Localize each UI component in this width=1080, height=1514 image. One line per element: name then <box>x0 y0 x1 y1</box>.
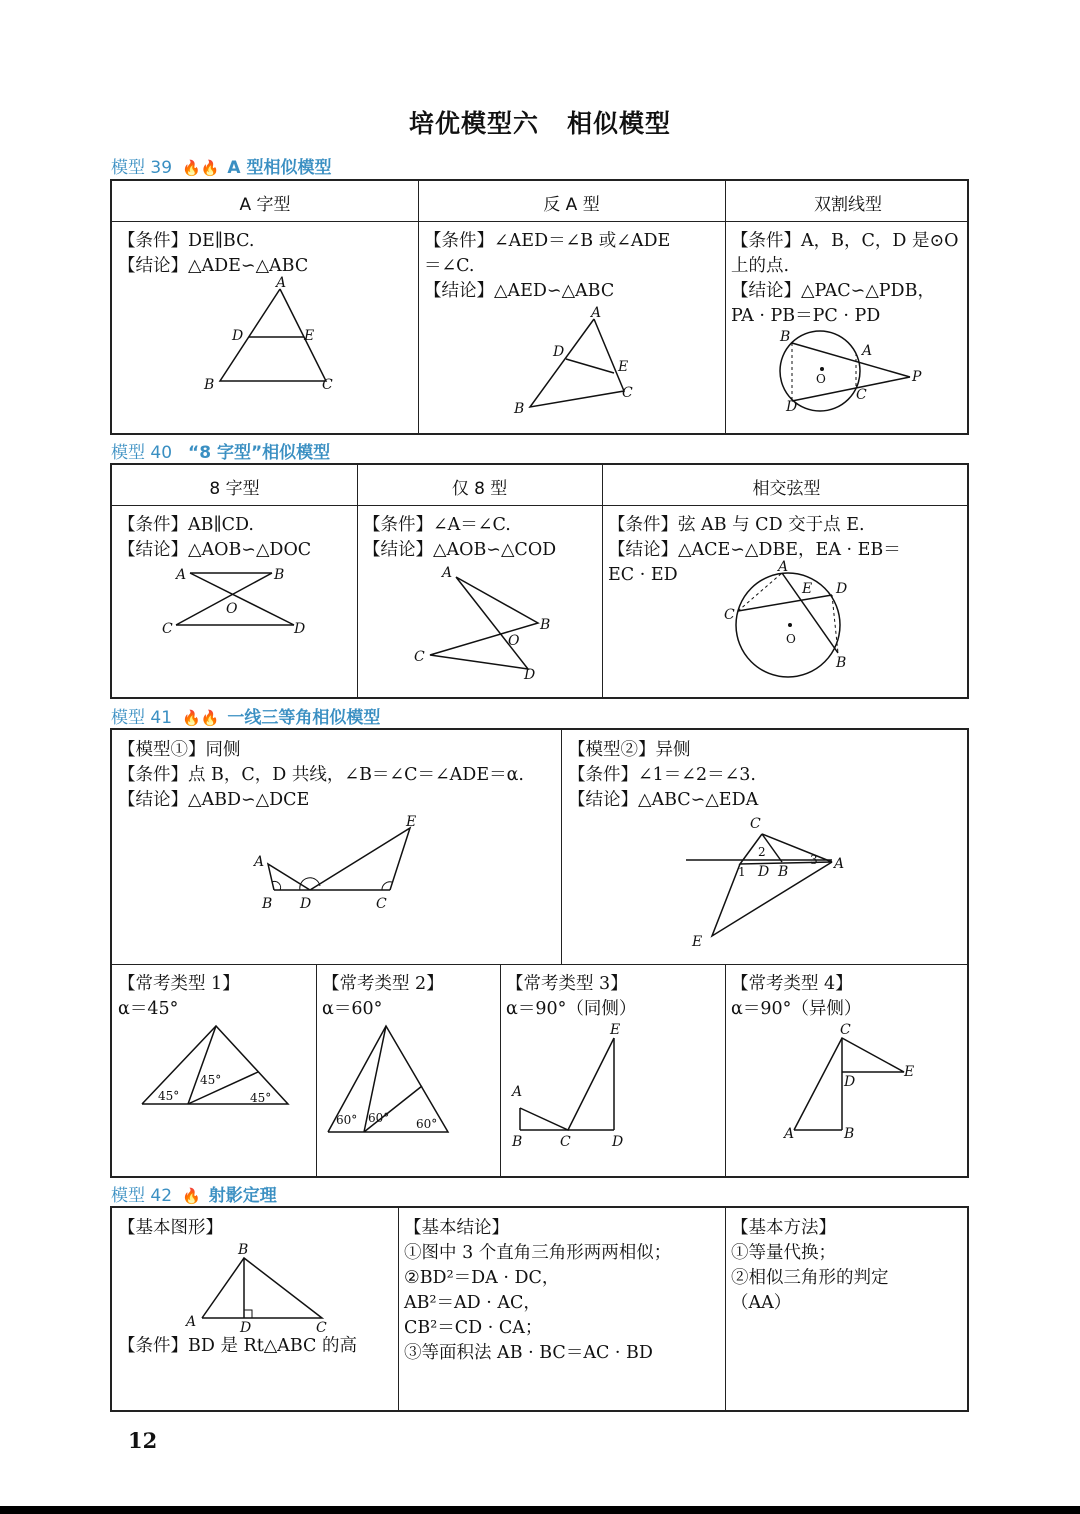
model-42-methods: 【基本方法】 ①等量代换； ②相似三角形的判定 （AA） <box>731 1218 889 1313</box>
svg-text:O: O <box>786 632 796 646</box>
svg-text:A: A <box>834 856 845 872</box>
svg-text:C: C <box>724 607 735 623</box>
same-side-diagram <box>252 814 432 914</box>
col-header: A 字型 <box>239 195 291 215</box>
svg-text:C: C <box>322 377 333 393</box>
svg-text:E: E <box>618 359 629 375</box>
svg-text:E: E <box>904 1064 915 1080</box>
svg-text:60°: 60° <box>416 1117 438 1131</box>
svg-text:E: E <box>610 1022 621 1038</box>
bottom-border <box>0 1506 1080 1514</box>
svg-text:45°: 45° <box>250 1091 272 1105</box>
svg-text:D: D <box>758 864 770 880</box>
opposite-side-diagram <box>682 812 882 952</box>
type-2-diagram <box>324 1022 464 1142</box>
svg-text:B: B <box>262 896 273 912</box>
model-41-left-text: 【模型①】同侧 【条件】点 B，C，D 共线，∠B＝∠C＝∠ADE＝α. 【结论】△ABD∽△DCE <box>118 740 524 810</box>
type-3-text: 【常考类型 3】 α＝90°（同侧） <box>506 974 637 1019</box>
svg-text:E: E <box>692 934 703 950</box>
svg-text:D: D <box>300 896 312 912</box>
svg-text:A: A <box>186 1314 197 1330</box>
svg-text:E: E <box>304 328 315 344</box>
type-3-diagram <box>510 1024 640 1150</box>
svg-text:3: 3 <box>810 853 818 867</box>
svg-text:P: P <box>912 369 922 385</box>
model-42-conclusions: 【基本结论】 ①图中 3 个直角三角形两两相似； ②BD²＝DA · DC， AB²＝AD · AC， CB²＝CD · CA； ③等面积法 AB · BC＝AC · BD <box>404 1218 672 1363</box>
reverse-a-diagram <box>510 303 650 423</box>
fire-icon: 🔥🔥 <box>182 709 220 727</box>
model-42-condition: 【条件】BD 是 Rt△ABC 的高 <box>118 1336 357 1356</box>
svg-text:A: A <box>591 305 602 321</box>
svg-text:C: C <box>316 1320 327 1336</box>
svg-text:O: O <box>226 601 238 617</box>
svg-text:2: 2 <box>758 845 766 859</box>
type-1-diagram <box>138 1022 298 1112</box>
svg-text:C: C <box>162 621 173 637</box>
col-header: 仅 8 型 <box>451 479 508 499</box>
svg-text:A: A <box>276 275 287 291</box>
svg-text:C: C <box>750 816 761 832</box>
svg-text:60°: 60° <box>368 1111 390 1125</box>
basic-figure-title: 【基本图形】 <box>118 1218 223 1238</box>
svg-text:A: A <box>512 1084 523 1100</box>
model-42-table <box>110 1206 969 1412</box>
model-41-heading: 模型 41 🔥🔥 一线三等角相似模型 <box>111 708 381 728</box>
svg-text:A: A <box>176 567 187 583</box>
svg-text:A: A <box>254 854 265 870</box>
fire-icon: 🔥 <box>182 1187 201 1205</box>
model-39-table <box>110 179 969 435</box>
projection-theorem-diagram <box>182 1242 352 1334</box>
intersecting-chord-diagram <box>720 557 860 687</box>
type-4-text: 【常考类型 4】 α＝90°（异侧） <box>731 974 862 1019</box>
model-39-secant-text: 【条件】A，B，C，D 是⊙O 上的点. 【结论】△PAC∽△PDB， PA · PB＝PC · PD <box>731 231 959 326</box>
col-header: 8 字型 <box>209 479 260 499</box>
model-40-chord-text: 【条件】弦 AB 与 CD 交于点 E. 【结论】△ACE∽△DBE，EA · EB＝ EC · ED <box>608 515 901 585</box>
svg-text:D: D <box>240 1320 252 1336</box>
svg-text:C: C <box>622 385 633 401</box>
svg-text:O: O <box>816 372 826 386</box>
svg-text:45°: 45° <box>158 1089 180 1103</box>
svg-text:D: D <box>553 344 565 360</box>
svg-text:O: O <box>508 633 520 649</box>
svg-text:60°: 60° <box>336 1113 358 1127</box>
svg-text:A: A <box>442 565 453 581</box>
fire-icon: 🔥🔥 <box>182 159 220 177</box>
col-header: 相交弦型 <box>752 479 821 499</box>
svg-text:D: D <box>524 667 536 683</box>
model-41-right-text: 【模型②】异侧 【条件】∠1＝∠2＝∠3. 【结论】△ABC∽△EDA <box>568 740 759 810</box>
svg-text:D: D <box>786 399 798 415</box>
svg-text:C: C <box>856 387 867 403</box>
svg-text:A: A <box>778 559 789 575</box>
svg-text:A: A <box>784 1126 795 1142</box>
svg-text:B: B <box>780 329 791 345</box>
svg-text:C: C <box>376 896 387 912</box>
type-2-text: 【常考类型 2】 α＝60° <box>322 974 444 1019</box>
page-title: 培优模型六 相似模型 <box>408 109 672 138</box>
svg-text:B: B <box>778 864 789 880</box>
secant-diagram <box>772 331 942 421</box>
model-40-8-text: 【条件】AB∥CD. 【结论】△AOB∽△DOC <box>118 515 312 560</box>
model-40-only8-text: 【条件】∠A＝∠C. 【结论】△AOB∽△COD <box>363 515 557 560</box>
model-40-heading: 模型 40 “8 字型”相似模型 <box>111 443 331 463</box>
model-39-a-text: 【条件】DE∥BC. 【结论】△ADE∽△ABC <box>118 231 309 276</box>
svg-text:C: C <box>560 1134 571 1150</box>
svg-text:E: E <box>406 814 417 830</box>
svg-text:C: C <box>414 649 425 665</box>
svg-text:D: D <box>612 1134 624 1150</box>
svg-text:A: A <box>862 343 873 359</box>
model-41-table <box>110 728 969 1178</box>
svg-text:B: B <box>540 617 551 633</box>
svg-text:B: B <box>274 567 285 583</box>
col-header: 反 A 型 <box>543 195 600 215</box>
svg-text:B: B <box>514 401 525 417</box>
svg-text:D: D <box>294 621 306 637</box>
svg-text:1: 1 <box>738 865 746 879</box>
col-header: 双割线型 <box>814 195 882 215</box>
a-shape-diagram <box>192 277 342 397</box>
svg-text:B: B <box>844 1126 855 1142</box>
only-8-diagram <box>408 565 568 685</box>
model-40-table <box>110 463 969 699</box>
type-1-text: 【常考类型 1】 α＝45° <box>118 974 240 1019</box>
svg-text:E: E <box>802 581 813 597</box>
type-4-diagram <box>784 1024 924 1150</box>
page-number: 12 <box>128 1428 158 1453</box>
svg-text:B: B <box>238 1242 249 1258</box>
model-42-heading: 模型 42 🔥 射影定理 <box>111 1186 277 1206</box>
svg-text:D: D <box>836 581 848 597</box>
svg-text:C: C <box>840 1022 851 1038</box>
model-39-heading: 模型 39 🔥🔥 A 型相似模型 <box>111 158 332 178</box>
svg-text:D: D <box>844 1074 856 1090</box>
svg-text:B: B <box>512 1134 523 1150</box>
figure-8-diagram <box>160 565 320 645</box>
svg-text:45°: 45° <box>200 1073 222 1087</box>
model-39-reverse-a-text: 【条件】∠AED＝∠B 或∠ADE ＝∠C. 【结论】△AED∽△ABC <box>424 231 671 301</box>
svg-text:B: B <box>836 655 847 671</box>
svg-text:D: D <box>232 328 244 344</box>
svg-text:B: B <box>204 377 215 393</box>
